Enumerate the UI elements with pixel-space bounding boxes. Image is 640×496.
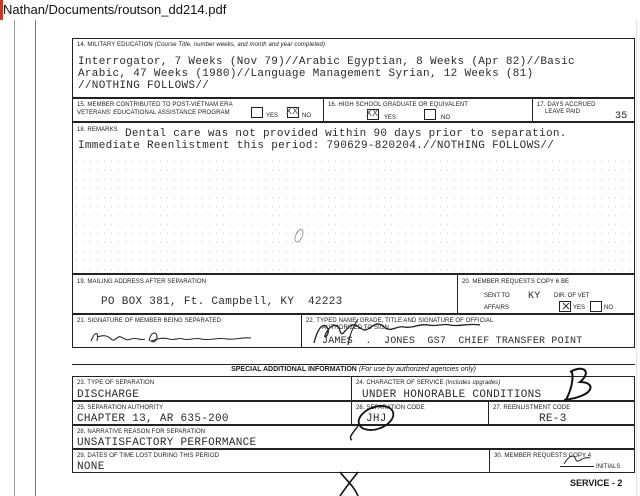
member-signature-image <box>87 325 257 349</box>
character-of-service-block <box>351 376 635 401</box>
scan-noise-texture <box>73 157 634 273</box>
separation-code-label: 26. SEPARATION CODE <box>356 405 425 411</box>
veap-label-line-1: 15. MEMBER CONTRIBUTED TO POST-VIETNAM ERA <box>77 102 233 108</box>
type-of-separation-block <box>72 376 352 401</box>
high-school-label: 16. HIGH SCHOOL GRADUATE OR EQUIVALENT <box>328 102 469 108</box>
military-education-label-hint: (Course Title, number weeks, and month and year completed) <box>154 42 326 48</box>
veap-block <box>72 98 324 122</box>
leave-label-line-2: LEAVE PAID <box>545 109 581 115</box>
copy6-no-checkbox[interactable] <box>590 301 602 312</box>
remarks-block <box>72 122 635 274</box>
special-info-title: SPECIAL ADDITIONAL INFORMATION <box>231 366 357 373</box>
high-school-no-label: NO <box>441 115 450 121</box>
type-of-separation-value: DISCHARGE <box>77 389 140 401</box>
military-education-label-text: 14. MILITARY EDUCATION <box>77 42 153 48</box>
member-signature-block <box>72 314 302 348</box>
reentry-code-value: RE-3 <box>539 413 567 425</box>
official-block <box>301 314 635 348</box>
official-name-value: JAMES . JONES GS7 CHIEF TRANSFER POINT <box>322 336 583 347</box>
military-education-line-3: //NOTHING FOLLOWS// <box>78 80 210 92</box>
veap-no-mark: XX <box>286 107 299 118</box>
leave-value: 35 <box>615 111 628 122</box>
dd214-form-page <box>40 20 636 496</box>
reentry-code-block <box>488 401 635 425</box>
high-school-block <box>323 98 533 122</box>
document-title: Nathan/Documents/routson_dd214.pdf <box>3 2 227 17</box>
veap-yes-checkbox[interactable] <box>251 107 263 118</box>
service-copy-label: SERVICE - 2 <box>570 478 623 488</box>
narrative-reason-label: 28. NARRATIVE REASON FOR SEPARATION <box>77 429 206 435</box>
remarks-line-1: Dental care was not provided within 90 days prior to separation. <box>125 128 567 140</box>
separation-authority-value: CHAPTER 13, AR 635-200 <box>77 413 229 425</box>
copy6-yes-checkbox[interactable] <box>559 301 571 312</box>
reentry-code-label: 27. REENLISTMENT CODE <box>493 405 571 411</box>
military-education-line-2: Arabic, 47 Weeks (1980)//Language Management Syrian, 12 Weeks (81) <box>78 68 534 80</box>
copy4-initials: INITIALS <box>596 464 621 470</box>
copy6-block <box>457 274 635 314</box>
military-education-line-1: Interrogator, 7 Weeks (Nov 79)//Arabic Egyptian, 8 Weeks (Apr 82)//Basic <box>78 56 575 68</box>
special-info-rule <box>72 364 635 365</box>
leave-label-line-1: 17. DAYS ACCRUED <box>537 102 596 108</box>
high-school-yes-label: YES <box>384 115 397 121</box>
remarks-label: 18. REMARKS <box>77 127 118 133</box>
copy6-dir-vet: DIR. OF VET <box>554 293 590 299</box>
veap-yes-label: YES <box>266 113 279 119</box>
mailing-address-block <box>72 274 458 314</box>
high-school-yes-mark: XX <box>366 109 379 120</box>
time-lost-value: NONE <box>77 461 105 473</box>
pdf-viewer[interactable] <box>0 20 640 496</box>
copy6-affairs: AFFAIRS <box>484 305 510 311</box>
separation-code-value: JHJ <box>366 413 387 425</box>
special-info-header <box>72 366 635 374</box>
copy4-label: 30. MEMBER REQUESTS COPY 4 <box>494 453 592 459</box>
vertical-scrollbar[interactable] <box>636 20 640 496</box>
military-education-label <box>77 42 325 49</box>
page-edge-line <box>35 20 36 496</box>
mailing-address-value: PO BOX 381, Ft. Campbell, KY 42223 <box>101 296 343 308</box>
character-of-service-label-hint: (Includes upgrades) <box>445 380 501 386</box>
time-lost-label: 29. DATES OF TIME LOST DURING THIS PERIOD <box>77 453 220 459</box>
initials-line <box>560 466 594 467</box>
copy4-block <box>489 449 635 473</box>
page-edge-line <box>14 20 15 496</box>
separation-code-block <box>351 401 489 425</box>
time-lost-block <box>72 449 490 473</box>
copy6-state: KY <box>528 291 541 302</box>
special-info-note: (For use by authorized agencies only) <box>358 366 476 373</box>
leave-paid-block <box>532 98 635 122</box>
copy6-label: 20. MEMBER REQUESTS COPY 6 BE <box>462 279 570 285</box>
copy6-no-label: NO <box>604 305 613 311</box>
official-label-line-2: AUTHORIZED TO SIGN <box>322 325 389 331</box>
separation-authority-block <box>72 401 352 425</box>
character-of-service-label <box>356 380 500 387</box>
member-signature-label: 21. SIGNATURE OF MEMBER BEING SEPARATED <box>77 318 221 324</box>
separation-authority-label: 25. SEPARATION AUTHORITY <box>77 405 164 411</box>
official-signature-image <box>308 315 488 349</box>
mailing-address-label: 19. MAILING ADDRESS AFTER SEPARATION <box>77 279 207 285</box>
initials-scribble <box>562 452 592 466</box>
veap-label-line-2: VETERANS' EDUCATIONAL ASSISTANCE PROGRAM <box>77 110 230 116</box>
copy6-yes-label: YES <box>573 305 586 311</box>
military-education-block <box>72 38 635 98</box>
character-of-service-label-text: 24. CHARACTER OF SERVICE <box>356 380 444 386</box>
character-of-service-value: UNDER HONORABLE CONDITIONS <box>362 389 542 401</box>
copy6-sent-to: SENT TO <box>484 293 510 299</box>
type-of-separation-label: 23. TYPE OF SEPARATION <box>77 380 155 386</box>
remarks-line-2: Immediate Reenlistment this period: 790629-820204.//NOTHING FOLLOWS// <box>78 140 555 152</box>
official-label-line-1: 22. TYPED NAME, GRADE, TITLE AND SIGNATURE OF OFFICIAL <box>306 318 494 324</box>
veap-no-label: NO <box>302 113 311 119</box>
narrative-reason-block <box>72 425 635 449</box>
window-title-bar <box>0 0 640 20</box>
high-school-no-checkbox[interactable] <box>424 109 436 120</box>
narrative-reason-value: UNSATISFACTORY PERFORMANCE <box>77 437 257 449</box>
